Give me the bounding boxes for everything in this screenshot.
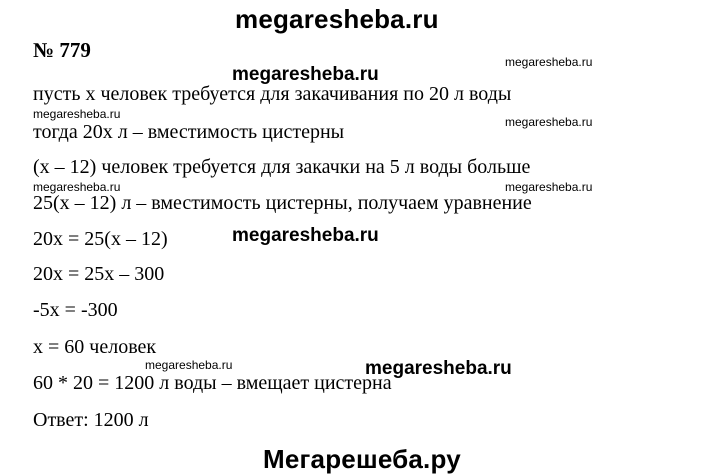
answer-line: Ответ: 1200 л xyxy=(33,409,149,431)
equation-line: х = 60 человек xyxy=(33,336,157,358)
problem-number: № 779 xyxy=(33,38,91,62)
small-watermark: megaresheba.ru xyxy=(145,358,233,372)
small-watermark: megaresheba.ru xyxy=(505,55,593,69)
solution-line: тогда 20х л – вместимость цистерны xyxy=(33,121,345,143)
header-watermark: megaresheba.ru xyxy=(235,4,439,34)
small-watermark: megaresheba.ru xyxy=(33,180,121,194)
small-watermark: megaresheba.ru xyxy=(505,115,593,129)
mid-watermark: megaresheba.ru xyxy=(232,225,379,246)
equation-line: -5х = -300 xyxy=(33,299,118,321)
mid-watermark: megaresheba.ru xyxy=(232,64,379,85)
solution-line: 25(х – 12) л – вместимость цистерны, получаем уравнение xyxy=(33,192,532,214)
small-watermark: megaresheba.ru xyxy=(505,180,593,194)
equation-line: 20х = 25х – 300 xyxy=(33,263,165,285)
footer-watermark: Мегарешеба.ру xyxy=(263,444,461,474)
solution-line: 60 * 20 = 1200 л воды – вмещает цистерна xyxy=(33,372,392,394)
small-watermark: megaresheba.ru xyxy=(33,107,121,121)
mid-watermark: megaresheba.ru xyxy=(365,358,512,379)
solution-line: (х – 12) человек требуется для закачки на 5 л воды больше xyxy=(33,156,531,178)
equation-line: 20х = 25(х – 12) xyxy=(33,228,168,250)
solution-line: пусть х человек требуется для закачивания по 20 л воды xyxy=(33,83,512,105)
